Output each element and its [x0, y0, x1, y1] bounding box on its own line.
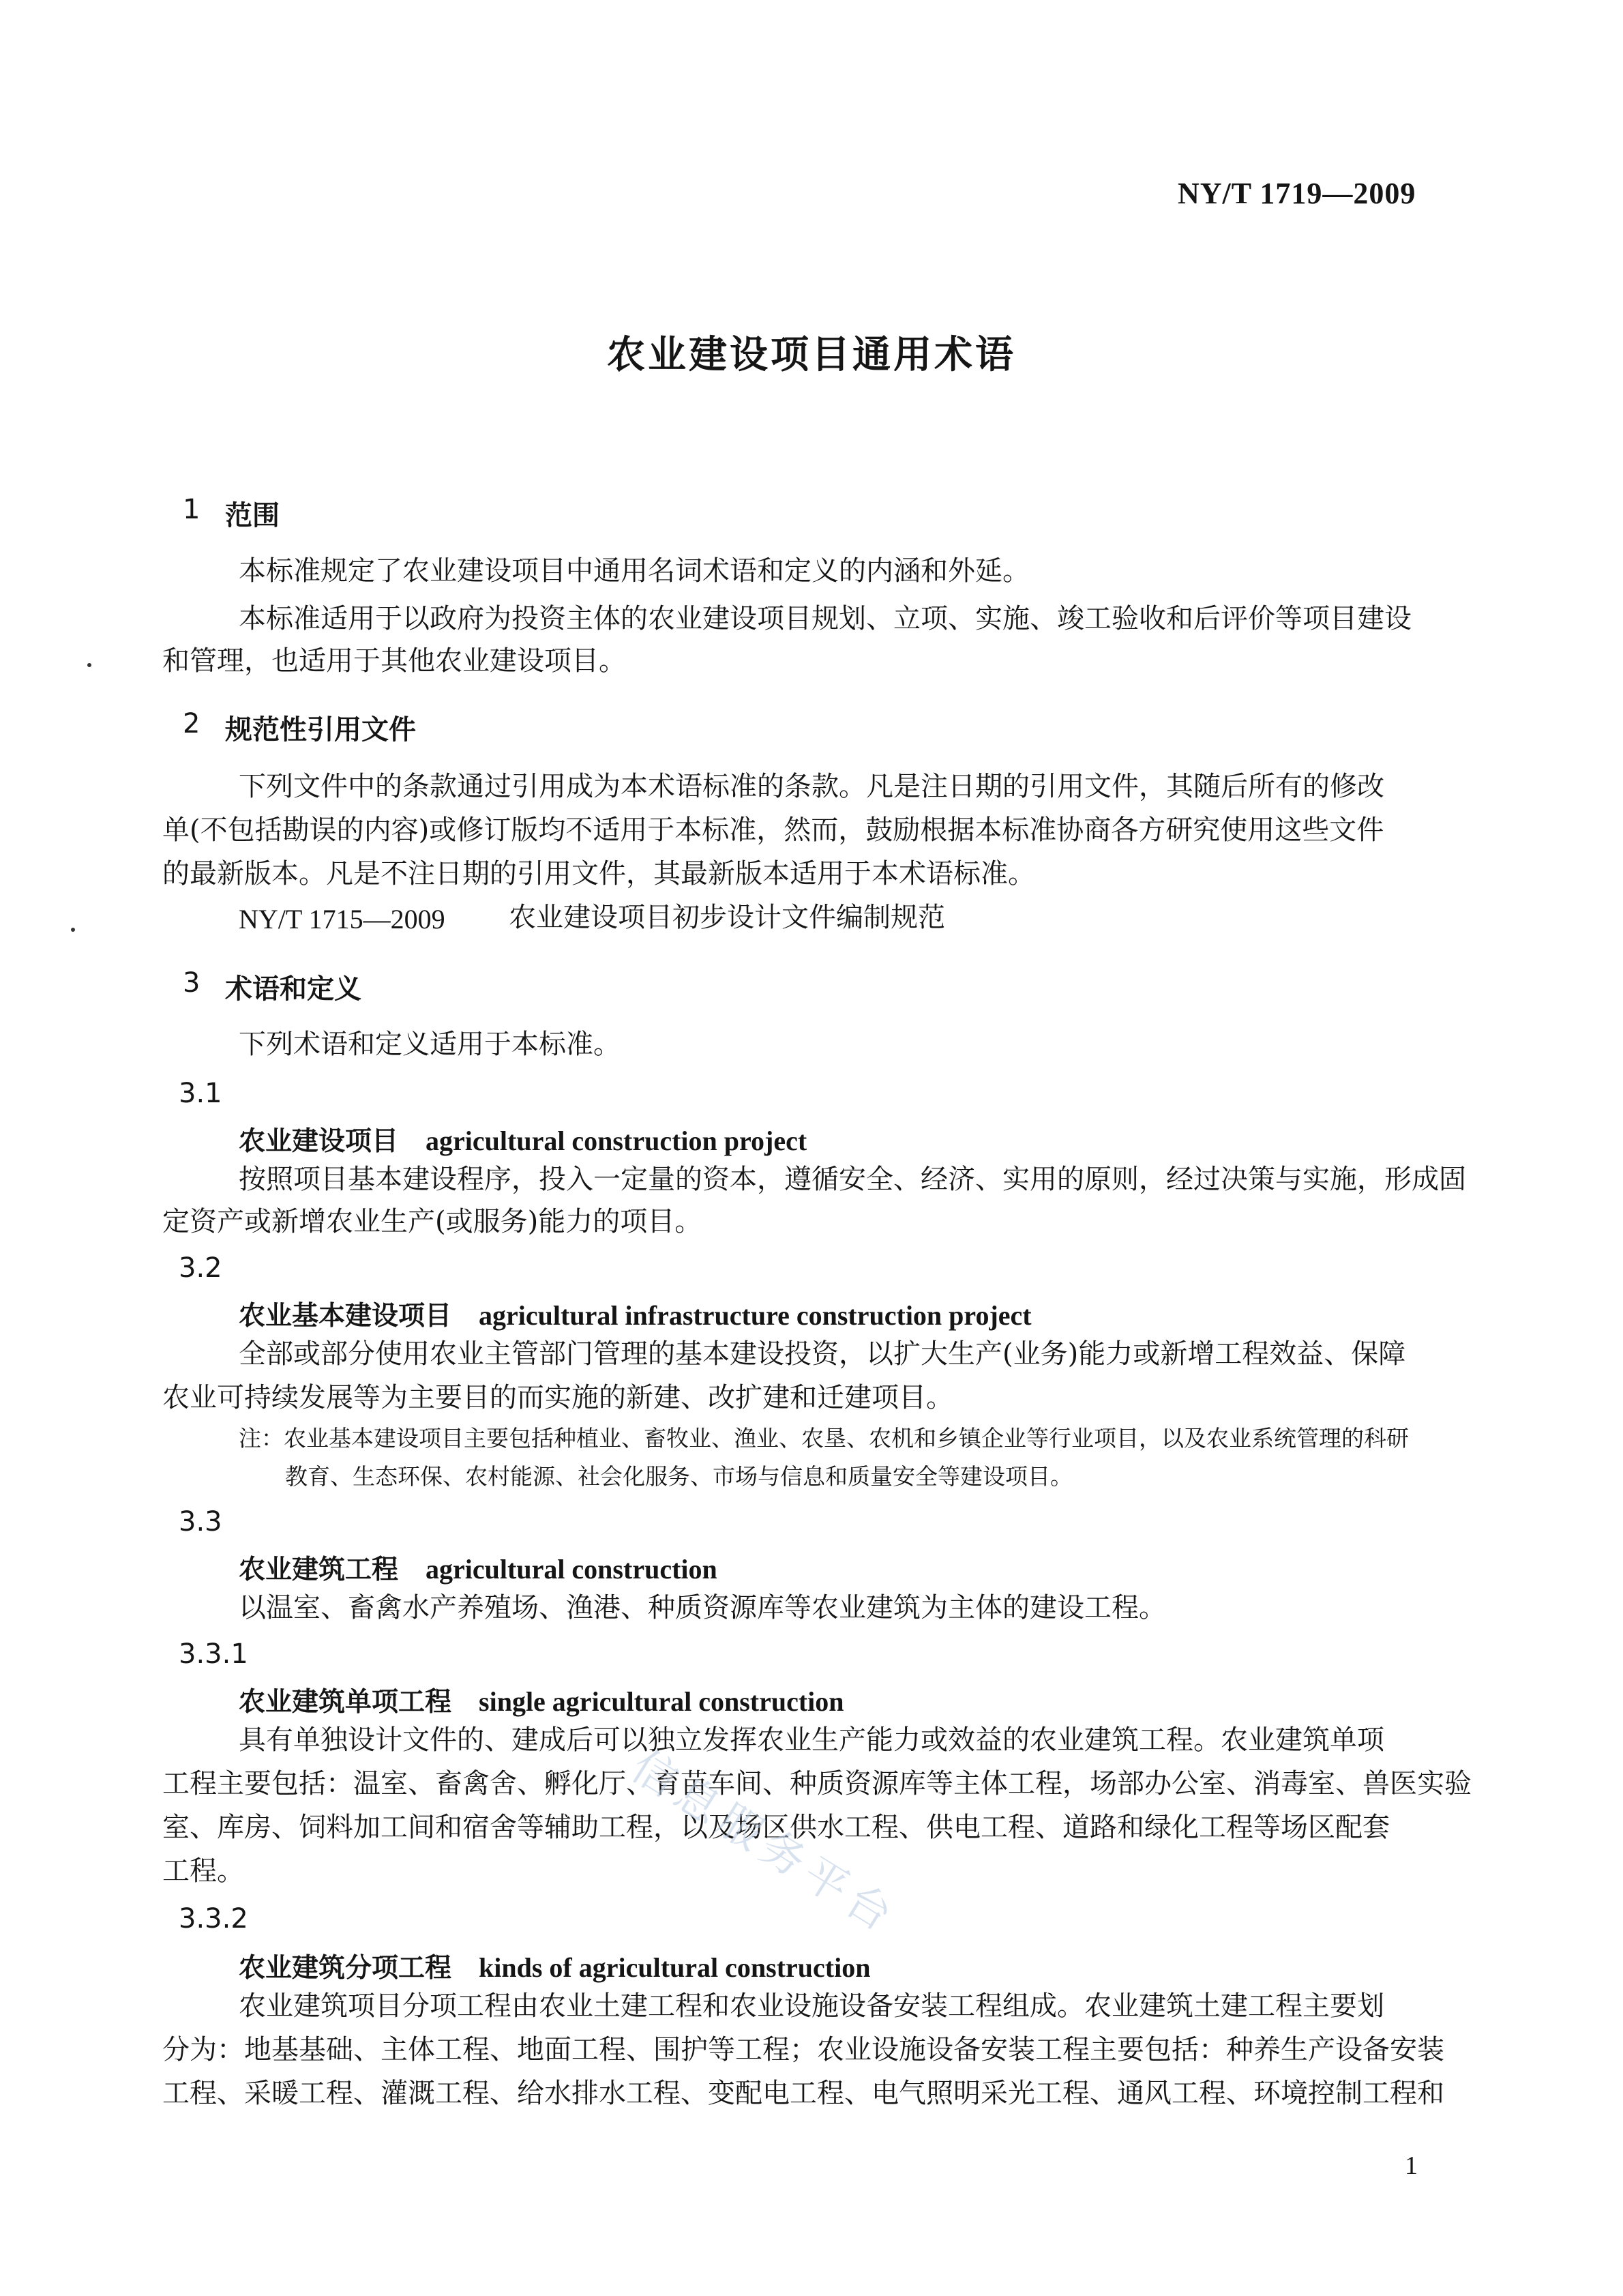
clause-3-3-number: 3.3	[179, 1506, 222, 1537]
definition-3-3-1-line-4: 工程。	[162, 1855, 244, 1887]
definition-3-3-1-line-3: 室、库房、饲料加工间和宿舍等辅助工程，以及场区供水工程、供电工程、道路和绿化工程等场区配套	[162, 1812, 1390, 1843]
section-3-number: 3	[183, 967, 200, 999]
section-2-paragraph-line-1: 下列文件中的条款通过引用成为本术语标准的条款。凡是注日期的引用文件，其随后所有的修改	[239, 771, 1384, 802]
note-3-2-line-1: 注：农业基本建设项目主要包括种植业、畜牧业、渔业、农垦、农机和乡镇企业等行业项目，以及农业系统管理的科研	[239, 1425, 1409, 1452]
section-1-paragraph-1: 本标准规定了农业建设项目中通用名词术语和定义的内涵和外延。	[239, 555, 1030, 587]
clause-3-1-number: 3.1	[179, 1078, 222, 1109]
section-2-paragraph-line-3: 的最新版本。凡是不注日期的引用文件，其最新版本适用于本术语标准。	[162, 858, 1035, 889]
definition-3-2-line-1: 全部或部分使用农业主管部门管理的基本建设投资，以扩大生产(业务)能力或新增工程效益、保障	[239, 1338, 1406, 1370]
clause-3-2-number: 3.2	[179, 1252, 222, 1284]
definition-3-3-2-line-3: 工程、采暖工程、灌溉工程、给水排水工程、变配电工程、电气照明采光工程、通风工程、环境控制工程和	[162, 2078, 1444, 2109]
note-3-2-line-2: 教育、生态环保、农村能源、社会化服务、市场与信息和质量安全等建设项目。	[285, 1463, 1073, 1490]
section-2-number: 2	[183, 708, 200, 739]
definition-3-1-line-1: 按照项目基本建设程序，投入一定量的资本，遵循安全、经济、实用的原则，经过决策与实施，形成固	[239, 1164, 1466, 1195]
term-3-3-1-chinese: 农业建筑单项工程	[239, 1687, 452, 1718]
normative-reference-title: 农业建设项目初步设计文件编制规范	[509, 902, 945, 933]
definition-3-3-line-1: 以温室、畜禽水产养殖场、渔港、种质资源库等农业建筑为主体的建设工程。	[239, 1592, 1166, 1623]
term-3-1-chinese: 农业建设项目	[239, 1126, 399, 1157]
document-title: 农业建设项目通用术语	[607, 333, 1016, 377]
term-3-3-1-english: single agricultural construction	[479, 1686, 844, 1717]
definition-3-3-2-line-2: 分为：地基基础、主体工程、地面工程、围护等工程；农业设施设备安装工程主要包括：种养生产设备安装	[162, 2034, 1444, 2065]
section-1-paragraph-2-line-1: 本标准适用于以政府为投资主体的农业建设项目规划、立项、实施、竣工验收和后评价等项目建设	[239, 603, 1412, 634]
term-3-1	[239, 1120, 807, 1158]
term-3-3-1	[239, 1681, 844, 1719]
section-1-number: 1	[183, 494, 200, 525]
section-2-title: 规范性引用文件	[225, 714, 416, 746]
scan-speck	[71, 928, 75, 932]
term-3-3-2-chinese: 农业建筑分项工程	[239, 1953, 452, 1984]
clause-3-3-2-number: 3.3.2	[179, 1903, 248, 1934]
term-3-2-chinese: 农业基本建设项目	[239, 1301, 452, 1331]
normative-reference-code: NY/T 1715—2009	[239, 904, 445, 934]
term-3-3-english: agricultural construction	[426, 1554, 717, 1585]
standard-code: NY/T 1719—2009	[1178, 177, 1416, 210]
clause-3-3-1-number: 3.3.1	[179, 1638, 248, 1670]
term-3-1-english: agricultural construction project	[426, 1125, 807, 1156]
definition-3-3-2-line-1: 农业建筑项目分项工程由农业土建工程和农业设施设备安装工程组成。农业建筑土建工程主要划	[239, 1990, 1384, 2022]
section-3-title: 术语和定义	[225, 973, 361, 1005]
section-1-title: 范围	[225, 500, 280, 531]
definition-3-3-1-line-1: 具有单独设计文件的、建成后可以独立发挥农业生产能力或效益的农业建筑工程。农业建筑单项	[239, 1724, 1384, 1756]
definition-3-3-1-line-2: 工程主要包括：温室、畜禽舍、孵化厅、育苗车间、种质资源库等主体工程，场部办公室、消毒室、兽医实验	[162, 1768, 1472, 1799]
section-2-paragraph-line-2: 单(不包括勘误的内容)或修订版均不适用于本标准，然而，鼓励根据本标准协商各方研究使用这些文件	[162, 814, 1384, 846]
section-3-intro: 下列术语和定义适用于本标准。	[239, 1029, 621, 1060]
term-3-3-2	[239, 1947, 871, 1985]
term-3-2-english: agricultural infrastructure construction project	[479, 1300, 1032, 1331]
watermark: 信息服务平台	[622, 1741, 906, 1945]
term-3-3-2-english: kinds of agricultural construction	[479, 1952, 871, 1983]
scan-speck	[87, 663, 91, 667]
term-3-2	[239, 1295, 1032, 1333]
term-3-3-chinese: 农业建筑工程	[239, 1555, 399, 1585]
definition-3-1-line-2: 定资产或新增农业生产(或服务)能力的项目。	[162, 1206, 702, 1237]
page-number: 1	[1405, 2151, 1418, 2180]
term-3-3	[239, 1548, 717, 1587]
definition-3-2-line-2: 农业可持续发展等为主要目的而实施的新建、改扩建和迁建项目。	[162, 1382, 953, 1413]
section-1-paragraph-2-line-2: 和管理，也适用于其他农业建设项目。	[162, 645, 626, 677]
